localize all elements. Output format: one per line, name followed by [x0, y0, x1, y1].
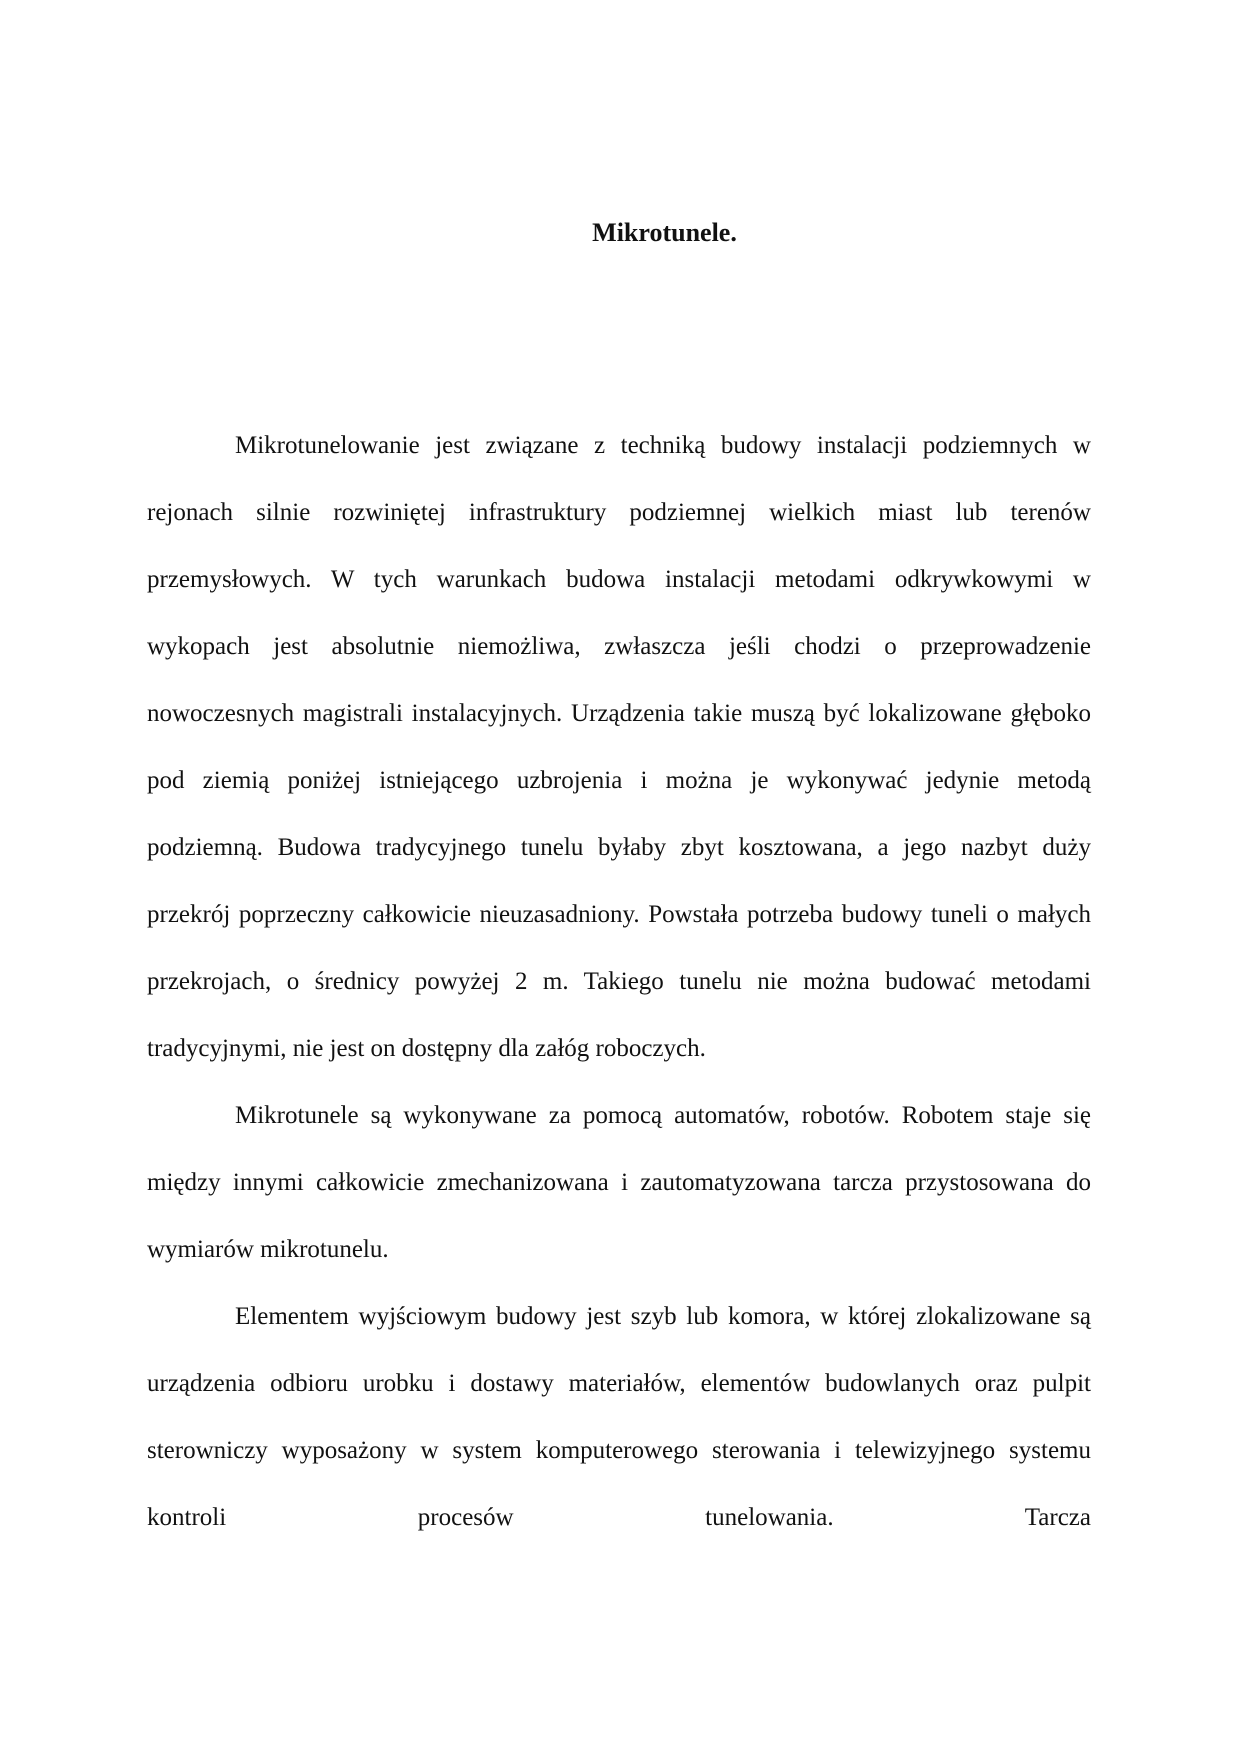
- document-body: [147, 412, 1091, 1551]
- document-title: Mikrotunele.: [592, 218, 737, 247]
- paragraph-3: Elementem wyjściowym budowy jest szyb lub komora, w której zlokalizowane są urządzenia odbioru urobku i dostawy materiałów, elementów budowlanych oraz pulpit sterowniczy wyposażony w system komputerowego sterowania i telewizyjnego systemu kontroli procesów tunelowania. Tarcza: [147, 1303, 1091, 1531]
- paragraph-1: Mikrotunelowanie jest związane z techniką budowy instalacji podziemnych w rejonach silnie rozwiniętej infrastruktury podziemnej wielkich miast lub terenów przemysłowych. W tych warunkach budowa instalacji metodami odkrywkowymi w wykopach jest absolutnie niemożliwa, zwłaszcza jeśli chodzi o przeprowadzenie nowoczesnych magistrali instalacyjnych. Urządzenia takie muszą być lokalizowane głęboko pod ziemią poniżej istniejącego uzbrojenia i można je wykonywać jedynie metodą podziemną. Budowa tradycyjnego tunelu byłaby zbyt kosztowana, a jego nazbyt duży przekrój poprzeczny całkowicie nieuzasadniony. Powstała potrzeba budowy tuneli o małych przekrojach, o średnicy powyżej 2 m. Takiego tunelu nie można budować metodami tradycyjnymi, nie jest on dostępny dla załóg roboczych.: [147, 432, 1091, 1062]
- paragraph-2: Mikrotunele są wykonywane za pomocą automatów, robotów. Robotem staje się między innymi całkowicie zmechanizowana i zautomatyzowana tarcza przystosowana do wymiarów mikrotunelu.: [147, 1102, 1091, 1263]
